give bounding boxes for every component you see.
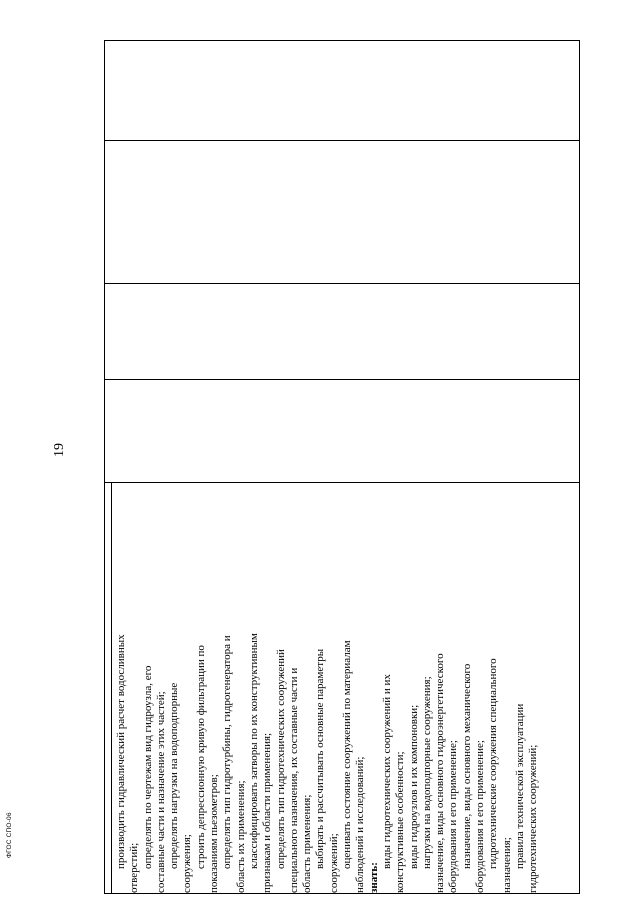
table-border-left [104,40,105,894]
text-line: определять по чертежам вид гидроузла, его [141,665,154,869]
section-label: знать: [367,862,380,893]
text-line: гидротехнические сооружения специального [487,658,500,869]
text-line: специального назначения, их составные части и [287,667,300,893]
text-line: виды гидроузлов и их компоновки; [407,704,420,869]
table-col-divider [111,482,112,894]
text-line: определять тип гидротурбины, гидрогенератора и [221,635,234,869]
text-line: оборудования и его применение; [447,740,460,893]
text-line: признакам и области применения; [261,732,274,893]
document-code: ФГОС СПО-06 [6,812,13,858]
text-line: виды гидротехнических сооружений и их [380,674,393,869]
text-line: конструктивные особенности; [394,751,407,893]
text-line: сооружений; [327,833,340,893]
text-line: показаниям пьезометров; [208,774,221,893]
table-border-bottom [104,893,580,894]
text-line: определять тип гидротехнических сооружений [274,649,287,869]
text-line: отверстий; [128,842,141,893]
text-line: классифицировать затворы по их конструктивным [247,633,260,869]
text-line: производить гидравлический расчет водосливных [115,634,127,869]
text-line: оценивать состояние сооружений по материалам [341,640,354,869]
text-line: назначение, виды основного гидроэнергетического [434,653,447,893]
text-line: правила технической эксплуатации [513,703,526,869]
page-number: 19 [52,443,67,457]
text-line: назначение, виды основного механического [460,663,473,869]
table-row-divider [104,379,580,380]
text-line: определять нагрузки на водоподпорные [168,682,181,869]
text-line: наблюдений и исследований; [354,756,367,893]
text-line: область применения; [301,794,314,893]
text-line: строить депрессионную кривую фильтрации по [194,645,207,869]
table-row-divider [104,283,580,284]
text-line: оборудования и его применение; [474,740,487,893]
text-line: назначения; [500,837,513,893]
text-line: выбирать и рассчитывать основные параметры [314,648,327,869]
text-line: составные части и назначение этих частей; [154,691,167,893]
table-row-divider [104,140,580,141]
text-line: гидротехнических сооружений; [527,744,540,893]
skills-knowledge-text [115,483,585,893]
text-line: нагрузки на водоподпорные сооружения; [420,676,433,869]
text-line: сооружения; [181,834,194,893]
table-border-top [104,40,580,41]
text-line: область их применения; [234,780,247,893]
